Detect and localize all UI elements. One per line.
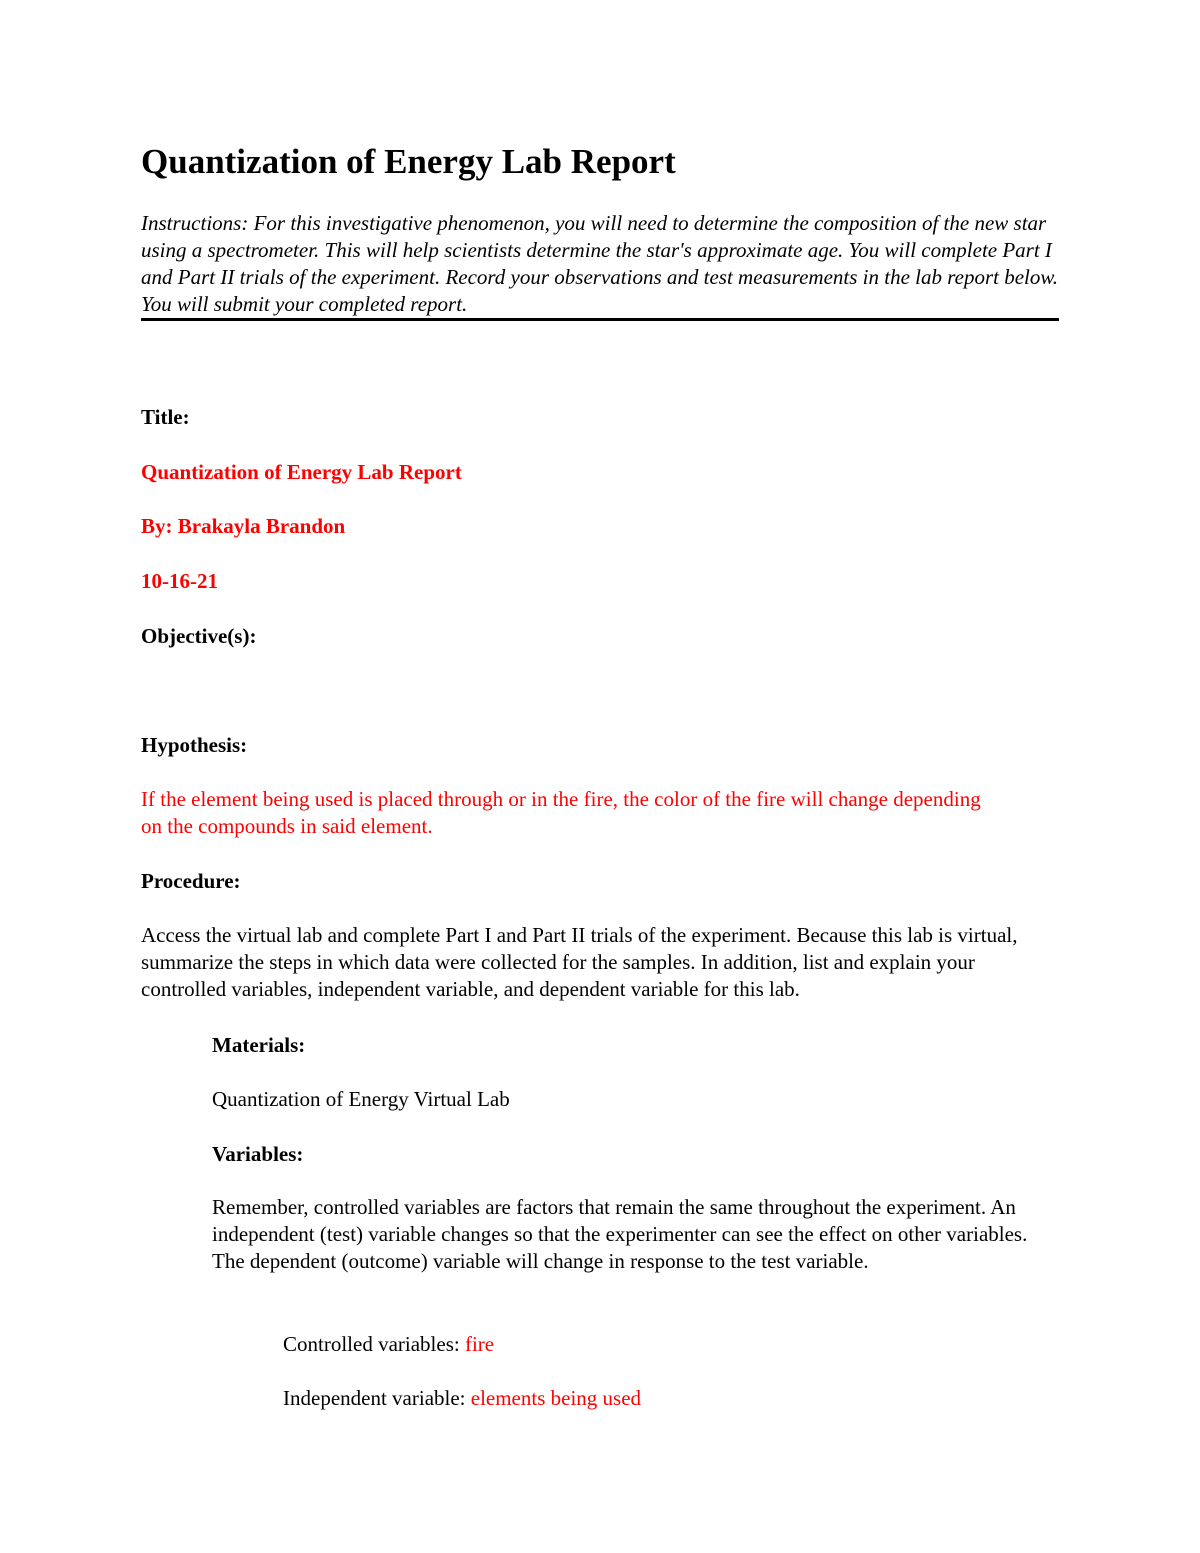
hypothesis-label: Hypothesis:	[141, 733, 248, 757]
report-title-answer: Quantization of Energy Lab Report	[141, 460, 462, 484]
materials-text: Quantization of Energy Virtual Lab	[212, 1087, 510, 1111]
controlled-variables-line	[283, 1330, 494, 1358]
variables-label: Variables:	[212, 1142, 304, 1166]
independent-variable-answer: elements being used	[470, 1386, 642, 1410]
horizontal-divider	[141, 318, 1059, 321]
independent-variable-label: Independent variable:	[283, 1386, 471, 1410]
hypothesis-answer: If the element being used is placed through or in the fire, the color of the fire will change depending on the compounds in said element.	[141, 787, 981, 838]
materials-label: Materials:	[212, 1033, 306, 1057]
controlled-variables-label: Controlled variables:	[283, 1332, 465, 1356]
procedure-paragraph: Access the virtual lab and complete Part I and Part II trials of the experiment. Because this lab is virtual, summarize the steps in which data were collected for the samples. In addition, list and explain your controlled variables, independent variable, and dependent variable for this lab.	[141, 923, 1018, 1001]
procedure-label: Procedure:	[141, 869, 241, 893]
author-answer: By: Brakayla Brandon	[141, 514, 346, 538]
objectives-label: Objective(s):	[141, 624, 257, 648]
independent-variable-line	[283, 1384, 641, 1412]
variables-paragraph: Remember, controlled variables are factors that remain the same throughout the experiment. An independent (test) variable changes so that the experimenter can see the effect on other variables. The dependent (outcome) variable will change in response to the test variable.	[212, 1195, 1028, 1273]
date-answer: 10-16-21	[141, 569, 218, 593]
controlled-variables-answer: fire	[464, 1332, 495, 1356]
document-title: Quantization of Energy Lab Report	[141, 142, 676, 181]
title-label: Title:	[141, 405, 190, 429]
instructions-paragraph: Instructions: For this investigative phenomenon, you will need to determine the composition of the new star using a spectrometer. This will help scientists determine the star's approximate age. You will complete Part I and Part II trials of the experiment. Record your observations and test measurements in the lab report below. You will submit your completed report.	[141, 211, 1059, 316]
